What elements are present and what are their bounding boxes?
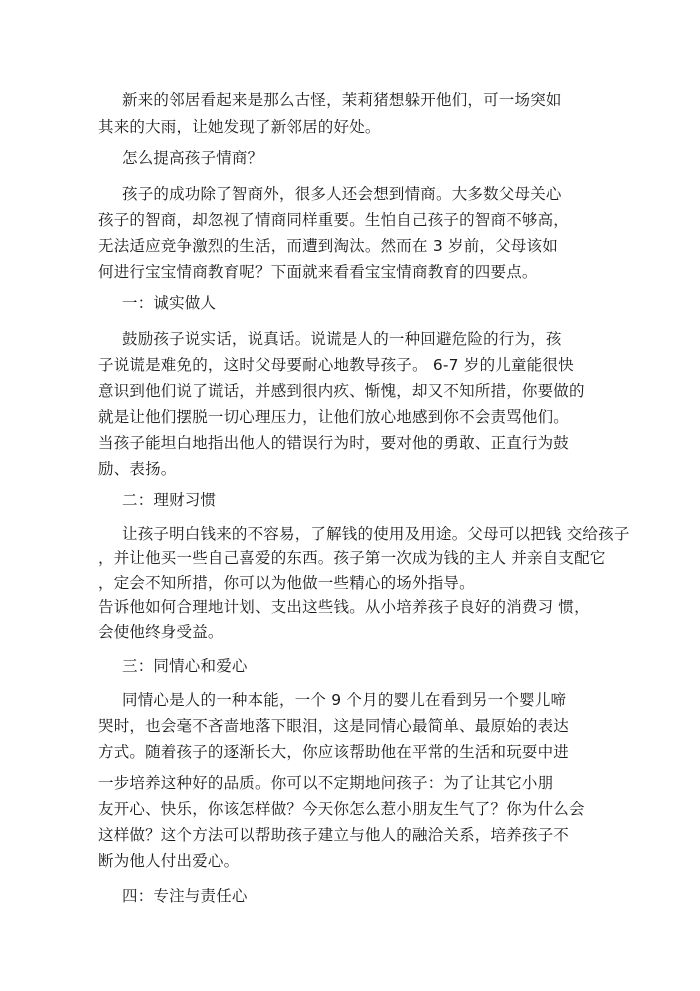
text-line: 子说谎是难免的，这时父母要耐心地教导孩子。 6-7 岁的儿童能很快 <box>98 356 574 374</box>
text-line: 无法适应竞争激烈的生活，而遭到淘汰。然而在 3 岁前，父母该如 <box>98 237 558 255</box>
text-line: 让孩子明白钱来的不容易，了解钱的使用及用途。父母可以把钱 交给孩子 <box>122 525 630 543</box>
text-line: 何进行宝宝情商教育呢？下面就来看看宝宝情商教育的四要点。 <box>98 263 538 281</box>
text-line: 鼓励孩子说实话，说真话。说谎是人的一种回避危险的行为，孩 <box>122 330 562 348</box>
text-line: 其来的大雨，让她发现了新邻居的好处。 <box>98 118 381 136</box>
text-line: 断为他人付出爱心。 <box>98 852 240 870</box>
text-line: ，定会不知所措，你可以为他做一些精心的场外指导。 <box>98 574 475 592</box>
text-line: 意识到他们说了谎话，并感到很内疚、惭愧，却又不知所措，你要做的 <box>98 382 585 400</box>
text-line: 孩子的成功除了智商外，很多人还会想到情商。大多数父母关心 <box>122 185 562 203</box>
text-line: 友开心、快乐，你该怎样做？今天你怎么惹小朋友生气了？你为什么会 <box>98 800 585 818</box>
text-line: 新来的邻居看起来是那么古怪，茉莉猪想躲开他们，可一场突如 <box>122 91 562 109</box>
text-line: 就是让他们摆脱一切心理压力，让他们放心地感到你不会责骂他们。 <box>98 408 570 426</box>
text-line: 哭时，也会毫不吝啬地落下眼泪，这是同情心最简单、最原始的表达 <box>98 717 570 735</box>
text-line: 告诉他如何合理地计划、支出这些钱。从小培养孩子良好的消费习 惯， <box>98 598 590 616</box>
section-heading: 一：诚实做人 <box>122 294 217 312</box>
text-line: ，并让他买一些自己喜爱的东西。孩子第一次成为钱的主人 并亲自支配它 <box>98 549 606 567</box>
section-heading: 四：专注与责任心 <box>122 887 248 905</box>
section-heading: 二：理财习惯 <box>122 491 217 509</box>
section-heading: 三：同情心和爱心 <box>122 657 248 675</box>
text-line: 孩子的智商，却忽视了情商同样重要。生怕自己孩子的智商不够高， <box>98 211 570 229</box>
text-line: 这样做？这个方法可以帮助孩子建立与他人的融洽关系，培养孩子不 <box>98 826 570 844</box>
section-heading: 怎么提高孩子情商？ <box>122 149 264 167</box>
text-line: 方式。随着孩子的逐渐长大，你应该帮助他在平常的生活和玩耍中进 <box>98 743 570 761</box>
text-line: 当孩子能坦白地指出他人的错误行为时，要对他的勇敢、正直行为鼓 <box>98 434 570 452</box>
text-line: 一步培养这种好的品质。你可以不定期地问孩子：为了让其它小朋 <box>98 774 554 792</box>
text-line: 励、表扬。 <box>98 460 177 478</box>
text-line: 会使他终身受益。 <box>98 623 224 641</box>
text-line: 同情心是人的一种本能，一个 9 个月的婴儿在看到另一个婴儿啼 <box>122 691 567 709</box>
